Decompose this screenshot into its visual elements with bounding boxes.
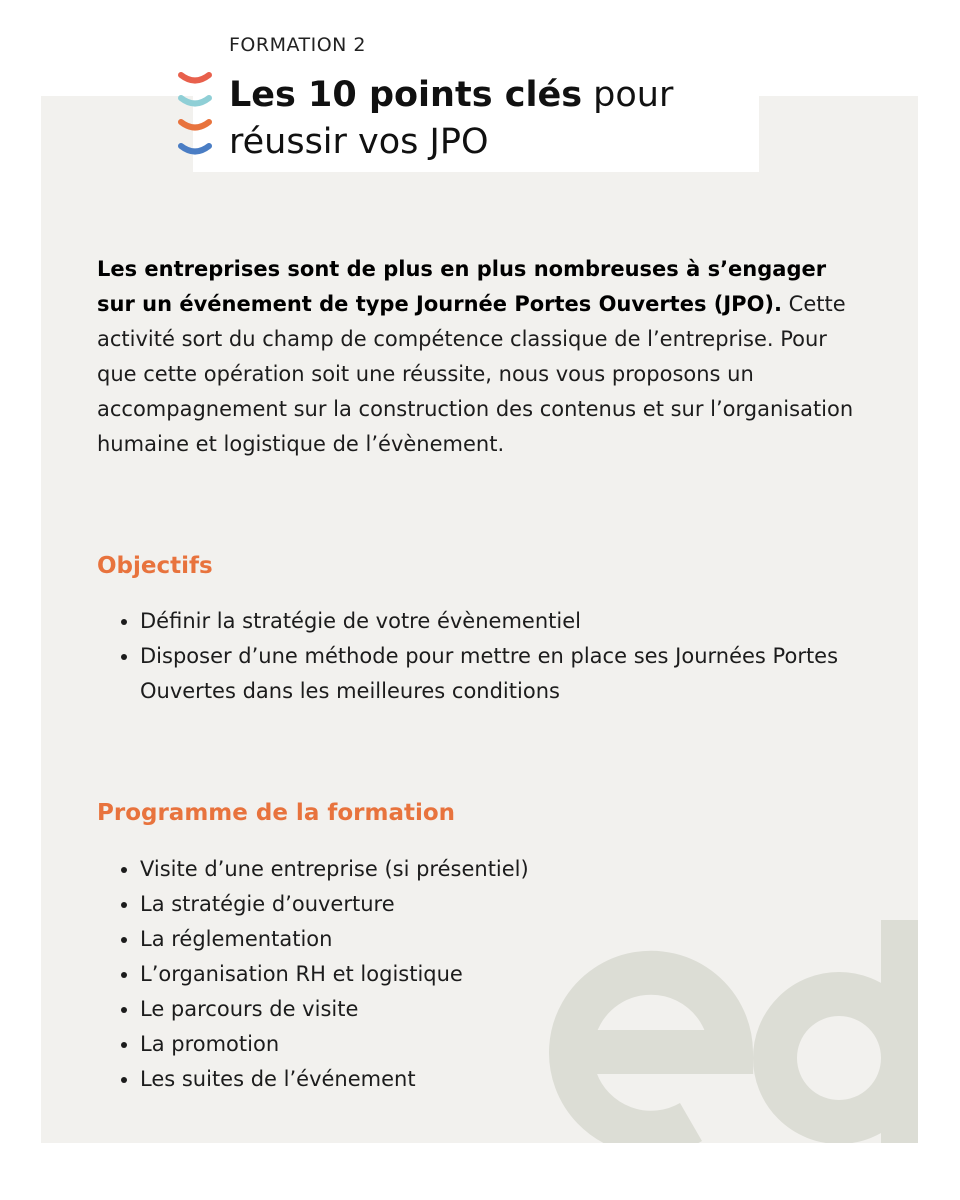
page-title (229, 72, 749, 166)
list-item: • Les suites de l’événement (140, 1062, 860, 1097)
stacked-wave-icon (176, 70, 214, 158)
intro-paragraph (97, 252, 857, 462)
list-item: • La stratégie d’ouverture (140, 887, 860, 922)
list-item: • Visite d’une entreprise (si présentiel) (140, 852, 860, 887)
list-item: • La réglementation (140, 922, 860, 957)
intro-bold: Les entreprises sont de plus en plus nombreuses à s’engager sur un événement de type Journée Portes Ouvertes (JPO). (97, 257, 827, 316)
list-item: • Disposer d’une méthode pour mettre en place ses Journées Portes Ouvertes dans les meilleures conditions (140, 639, 860, 709)
list-item: • La promotion (140, 1027, 860, 1062)
objectives-heading: Objectifs (97, 553, 213, 579)
program-list (97, 852, 860, 1097)
title-line2: réussir vos JPO (229, 122, 489, 162)
objectives-list (97, 604, 860, 709)
program-heading: Programme de la formation (97, 800, 456, 826)
list-item: • Le parcours de visite (140, 992, 860, 1027)
intro-text: Cette activité sort du champ de compétence classique de l’entreprise. Pour que cette opération soit une réussite, nous vous proposons un accompagnement sur la construction des contenus et sur l’organisation humaine et logistique de l’évènement. (97, 292, 854, 456)
list-item: • Définir la stratégie de votre évènementiel (140, 604, 860, 639)
title-rest: pour (582, 75, 674, 115)
title-bold: Les 10 points clés (229, 75, 583, 115)
eyebrow-label: FORMATION 2 (229, 34, 367, 56)
list-item: • L’organisation RH et logistique (140, 957, 860, 992)
